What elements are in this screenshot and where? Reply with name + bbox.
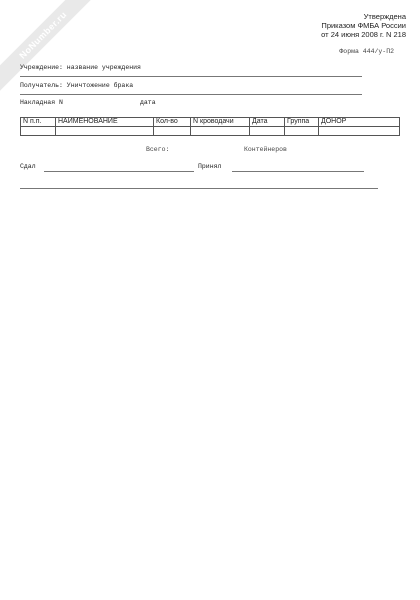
approval-line-2: Приказом ФМБА России	[321, 21, 406, 30]
table-row	[21, 127, 400, 136]
invoice-label: Накладная N	[20, 99, 63, 106]
header-cell-donation-number: N кроводачи	[191, 118, 250, 127]
bottom-divider	[20, 188, 378, 189]
institution-underline	[20, 76, 362, 77]
table-cell	[56, 127, 154, 136]
approval-line-3: от 24 июня 2008 г. N 218	[321, 30, 406, 39]
header-cell-number: N п.п.	[21, 118, 56, 127]
containers-label: Контейнеров	[244, 146, 287, 153]
institution-field: Учреждение: название учреждения	[20, 64, 141, 71]
table-header-row	[21, 118, 400, 127]
items-table	[20, 117, 400, 136]
watermark-ribbon: NoNumber.ru	[0, 0, 124, 116]
recipient-underline	[20, 94, 362, 95]
table-cell	[21, 127, 56, 136]
table-cell	[285, 127, 319, 136]
handed-label: Сдал	[20, 163, 36, 170]
table-cell	[319, 127, 400, 136]
approval-block	[321, 12, 406, 39]
received-underline	[232, 171, 364, 172]
total-label: Всего:	[146, 146, 170, 153]
date-label: дата	[140, 99, 156, 106]
handed-underline	[44, 171, 194, 172]
header-cell-name: НАИМЕНОВАНИЕ	[56, 118, 154, 127]
header-cell-donor: ДОНОР	[319, 118, 400, 127]
header-cell-quantity: Кол-во	[154, 118, 191, 127]
table-cell	[191, 127, 250, 136]
recipient-field: Получатель: Уничтожение брака	[20, 82, 134, 89]
form-number: Форма 444/у-П2	[339, 48, 394, 55]
table-cell	[154, 127, 191, 136]
received-label: Принял	[198, 163, 222, 170]
header-cell-date: Дата	[250, 118, 285, 127]
table-cell	[250, 127, 285, 136]
header-cell-group: Группа	[285, 118, 319, 127]
approval-line-1: Утверждена	[363, 12, 406, 21]
